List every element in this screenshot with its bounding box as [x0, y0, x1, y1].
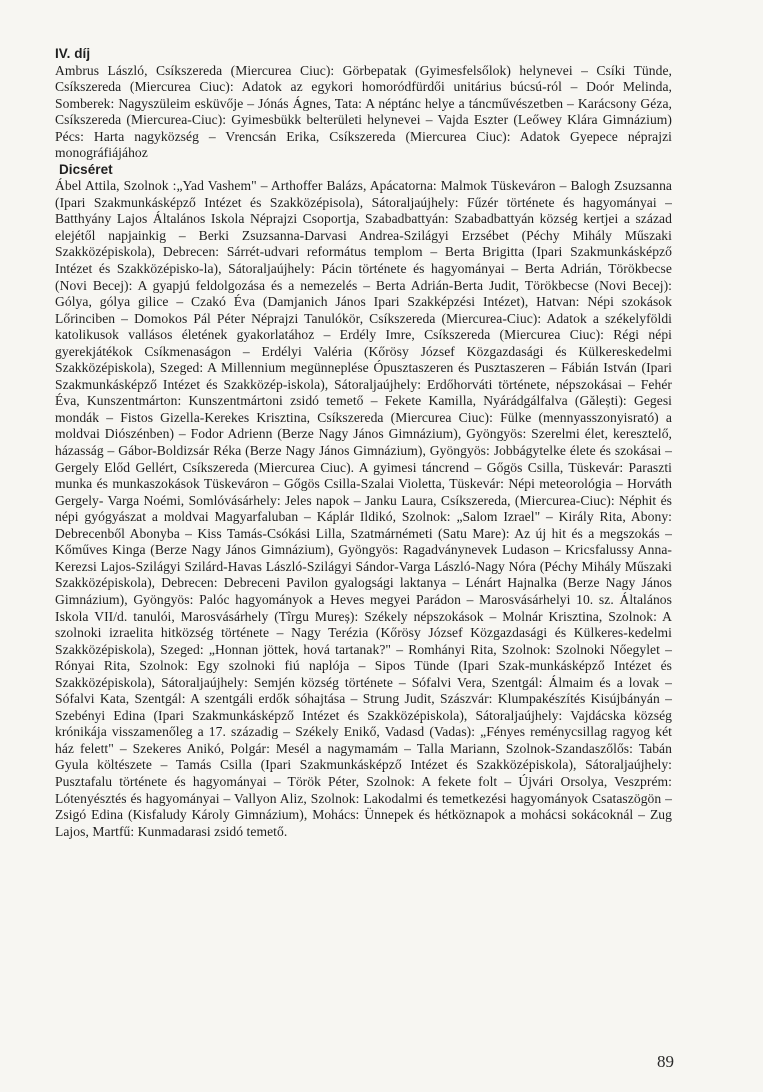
section-subheading: Dicséret	[59, 161, 113, 177]
commendation-list-paragraph: Ábel Attila, Szolnok :„Yad Vashem" – Arthoffer Balázs, Apácatorna: Malmok Tüskeváron – Balogh Zsuzsanna (Ipari Szakmunkásképző Intézet és Szakközépisola), Sátoraljaújhely: Fűzér története és hagyományai – Batthyány Lajos Általános Iskola Néprajzi Csoportja, Szabadbattyán: Szabadbattyán község kertjei a század elejétől napjainkig – Berki Zsuzsanna-Darvasi Andrea-Szilágyi Erzsébet (Péchy Mihály Műszaki Szakközépiskola), Debrecen: Sárrét-udvari református templom – Berta Brigitta (Ipari Szakmunkásképző Intézet és Szakközépisko-la), Sátoraljaújhely: Pácin története és hagyományai – Berta Adrián, Törökbecse (Novi Becej): A gyapjú feldolgozása és a nemezelés – Berta Adrián-Berta Judit, Törökbecse (Novi Becej): Gólya, gólya gilice – Czakó Éva (Damjanich János Ipari Szakképzési Intézet), Hatvan: Népi szokások Lőrinciben – Domokos Pál Péter Néprajzi Tanulókör, Csíkszereda (Miercurea-Ciuc): Adatok a székelyföldi katolikusok vallásos életének gyakorlatához – Erdély Imre, Csíkszereda (Miercurea Ciuc): Régi népi gyerekjátékok Csíkmenaságon – Erdélyi Valéria (Kőrösy József Közgazdasági és Külkereskedelmi Szakközépiskola), Szeged: A Millennium megünneplése Ópusztaszeren és Pusztaszeren – Fábián István (Ipari Szakmunkásképző Intézet és Szakközép-iskola), Sátoraljaújhely: Erdőhorváti története, népszokásai – Fehér Éva, Kunszentmárton: Kunszentmártoni zsidó temető – Fekete Kamilla, Nyárádgálfalva (Gălești): Gegesi mondák – Fistos Gizella-Kerekes Krisztina, Csíkszereda (Miercurea Ciuc): Fülke (mennyasszonyisrató) a moldvai Diószénben) – Fodor Adrienn (Berze Nagy János Gimnázium), Gyöngyös: Szerelmi élet, keresztelő, házasság – Gábor-Boldizsár Réka (Berze Nagy János Gimnázium), Gyöngyös: Jobbágytelke élete és szokásai – Gergely Előd Gellért, Csíkszereda (Miercurea Ciuc). A gyimesi táncrend – Gőgös Csilla, Tüskevár: Paraszti munka és munkaszokások Tüskeváron – Gőgös Csilla-Szalai Violetta, Tüskevár: Népi meteorológia – Horváth Gergely- Varga Noémi, Somlóvásárhely: Jeles napok – Janku Laura, Csíkszereda, (Miercurea-Ciuc): Néphit és népi gyógyászat a moldvai Magyarfaluban – Káplár Ildikó, Szolnok: „Salom Izrael" – Király Rita, Abony: Debrecenből Abonyba – Kiss Tamás-Csókási Lilla, Szatmárnémeti (Satu Mare): Az új hit és a megszokás – Kőműves Kinga (Berze Nagy János Gimnázium), Gyöngyös: Ragadványnevek Ludason – Kricsfalussy Anna-Kerezsi Lajos-Szilágyi Szilárd-Havas László-Szilágyi Sándor-Varga László-Nagy Nóra (Péchy Mihály Műszaki Szakközépiskola), Debrecen: Debreceni Pavilon gyalogsági laktanya – Lénárt Hajnalka (Berze Nagy János Gimnázium), Gyöngyös: Palóc hagyományok a Heves megyei Parádon – Marosvásárhelyi 10. sz. Általános Iskola VII/d. tanulói, Marosvásárhely (Tîrgu Mureș): Székely népszokások – Molnár Krisztina, Szolnok: A szolnoki izraelita hitközség története – Nagy Terézia (Kőrösy József Közgazdasági és Külkeres-kedelmi Szakközépiskola), Szeged: „Honnan jöttek, hová tartanak?" – Romhányi Rita, Szolnok: Szolnoki Nőegylet – Rónyai Rita, Szolnok: Egy szolnoki fiú naplója – Sipos Tünde (Ipari Szak-munkásképző Intézet és Szakközépiskola), Sátoraljaújhely: Semjén község története – Sófalvi Vera, Szentgál: Álmaim és a lovak – Sófalvi Kata, Szentgál: A szentgáli erdők sóhajtása – Strung Judit, Szászvár: Klumpakészítés Kisújbányán – Szebényi Edina (Ipari Szakmunkásképző Intézet és Szakközépiskola), Sátoraljaújhely: Vajdácska község krónikája visszamenőleg a 17. századig – Székely Enikő, Vadasd (Vadas): „Fényes reménycsillag ragyog két ház felett" – Szekeres Anikó, Polgár: Mesél a nagymamám – Talla Mariann, Szolnok-Szandaszőlős: Tabán Gyula költészete – Tamás Csilla (Ipari Szakmunkásképző Intézet és Szakközépiskola), Sátoraljaújhely: Pusztafalu története és hagyományai – Török Péter, Szolnok: A fekete folt – Újvári Orsolya, Veszprém: Lótenyésztés és hagyományai – Vallyon Aliz, Szolnok: Lakodalmi és temetkezési hagyományok Csataszögön – Zsigó Edina (Kisfaludy Károly Gimnázium), Mohács: Ünnepek és hétköznapok a mohácsi sokácoknál – Zug Lajos, Martfű: Kunmadarasi zsidó temető.	[55, 178, 672, 839]
page-number: 89	[657, 1052, 674, 1071]
page-content	[55, 46, 672, 840]
section-heading: IV. díj	[55, 46, 91, 61]
award-list-paragraph: Ambrus László, Csíkszereda (Miercurea Ciuc): Görbepatak (Gyimesfelsőlok) helynevei – Csíki Tünde, Csíkszereda (Miercurea Ciuc): Adatok az egykori homoródfürdői unitárius búcsú-ról – Doór Melinda, Somberek: Nagyszüleim esküvője – Jónás Ágnes, Tata: A néptánc helye a táncművészetben – Karácsony Géza, Csíkszereda (Miercurea-Ciuc): Gyimesbükk belterületi helynevei – Vajda Eszter (Leőwey Klára Gimnázium) Pécs: Harta nagyközség – Vrencsán Erika, Csíkszereda (Miercurea Ciuc): Adatok Gyepece néprajzi monográfiájához	[55, 62, 672, 161]
